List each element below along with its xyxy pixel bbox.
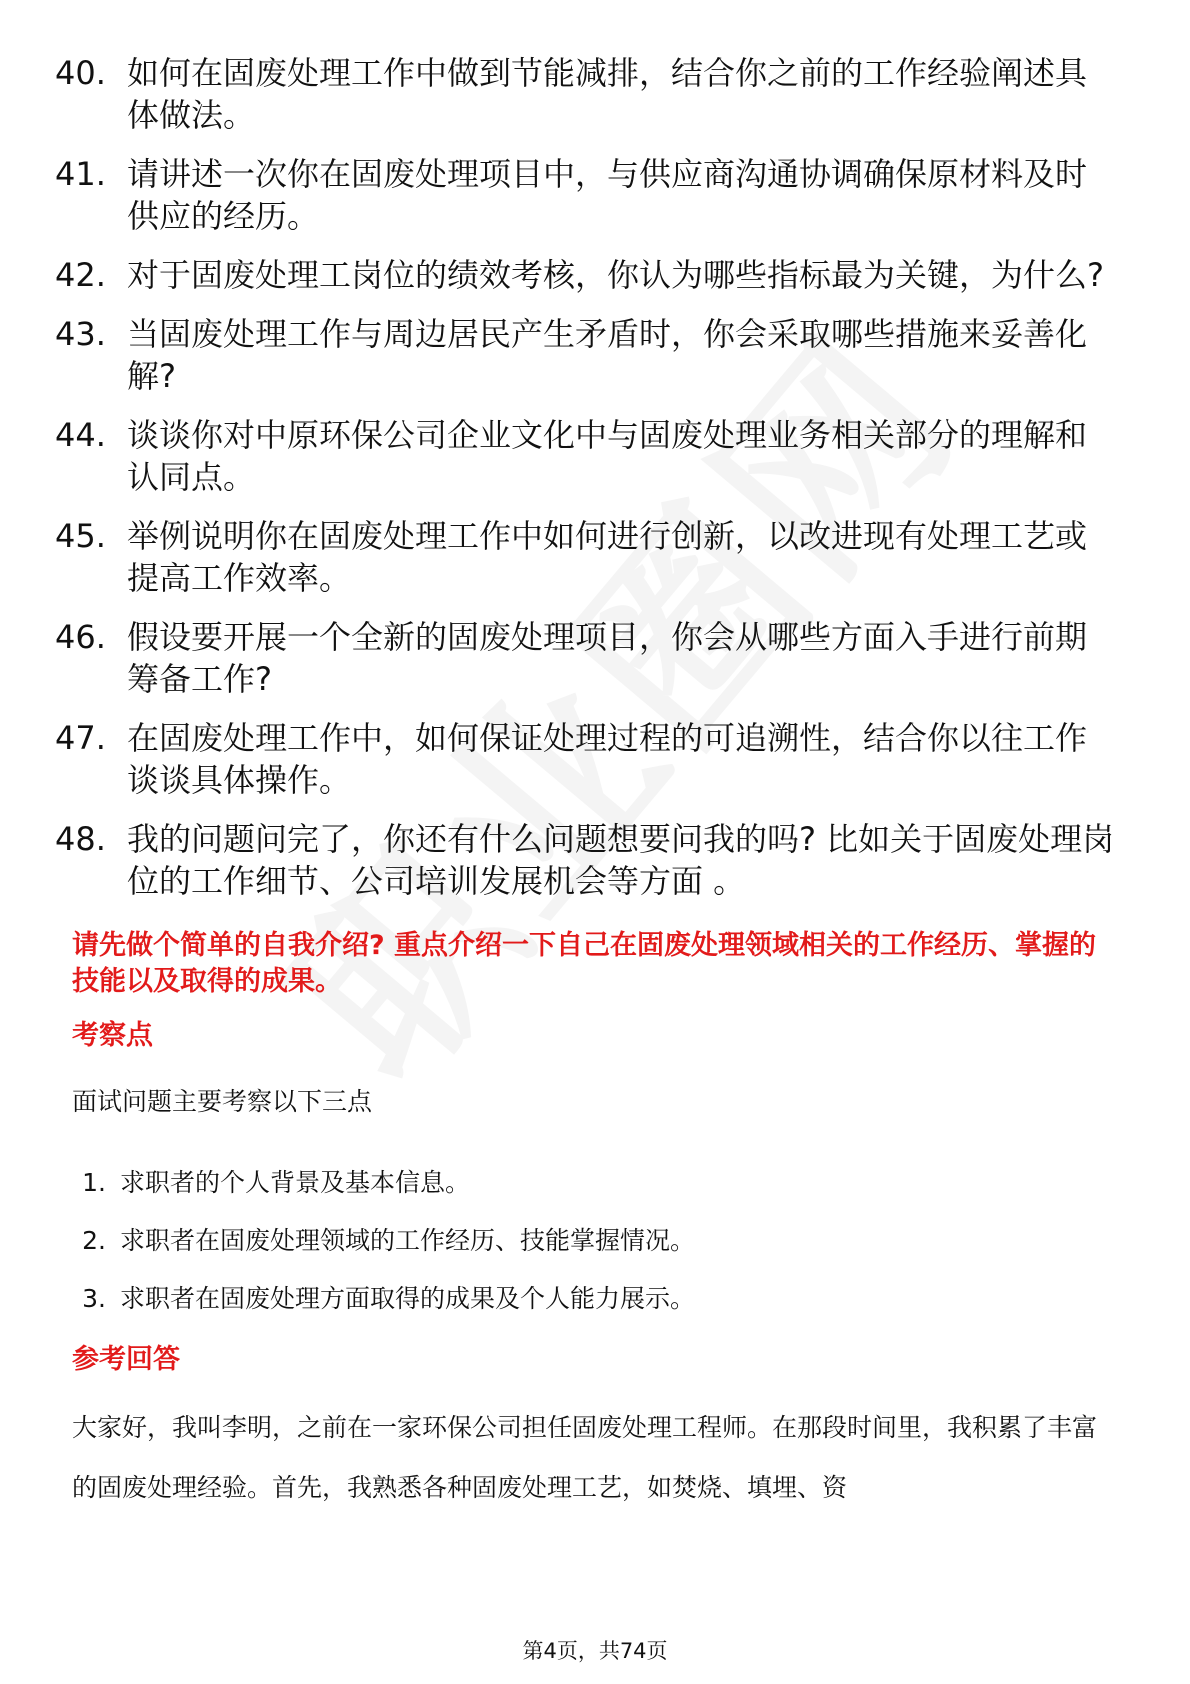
question-text: 请讲述一次你在固废处理项目中，与供应商沟通协调确保原材料及时供应的经历。 [127,155,1088,235]
list-item-text: 求职者在固废处理方面取得的成果及个人能力展示。 [120,1284,696,1313]
question-text: 当固废处理工作与周边居民产生矛盾时，你会采取哪些措施来妥善化解? [127,315,1088,395]
question-text: 对于固废处理工岗位的绩效考核，你认为哪些指标最为关键，为什么? [127,256,1104,294]
question-item [55,153,1115,237]
question-number: 45. [55,517,106,555]
kaocha-points [68,1166,1108,1340]
reference-answer: 大家好，我叫李明，之前在一家环保公司担任固废处理工程师。在那段时间里，我积累了丰富的固废处理经验。首先，我熟悉各种固废处理工艺，如焚烧、填埋、资 [72,1413,1098,1502]
question-text: 谈谈你对中原环保公司企业文化中与固废处理业务相关部分的理解和认同点。 [127,416,1088,496]
list-item [68,1282,1108,1316]
question-number: 40. [55,54,106,92]
question-number: 48. [55,820,106,858]
question-text: 假设要开展一个全新的固废处理项目，你会从哪些方面入手进行前期筹备工作? [127,618,1088,698]
question-number: 46. [55,618,106,656]
question-number: 47. [55,719,106,757]
kaocha-heading: 考察点 [72,1020,153,1051]
list-item [68,1224,1108,1258]
question-text: 我的问题问完了，你还有什么问题想要问我的吗? 比如关于固废处理岗位的工作细节、公司培训发展机会等方面 。 [127,820,1115,900]
question-text: 举例说明你在固废处理工作中如何进行创新，以改进现有处理工艺或提高工作效率。 [127,517,1088,597]
list-item-number: 2. [82,1226,106,1255]
question-item [55,254,1115,296]
page-footer: 第4页，共74页 [522,1639,668,1663]
question-list [55,52,1115,919]
list-item-text: 求职者在固废处理领域的工作经历、技能掌握情况。 [120,1226,696,1255]
question-number: 43. [55,315,106,353]
list-item-number: 1. [82,1168,106,1197]
question-item [55,717,1115,801]
reference-heading: 参考回答 [72,1344,180,1375]
question-item [55,414,1115,498]
question-number: 44. [55,416,106,454]
question-number: 41. [55,155,106,193]
question-item [55,616,1115,700]
list-item-text: 求职者的个人背景及基本信息。 [120,1168,471,1197]
question-text: 如何在固废处理工作中做到节能减排，结合你之前的工作经验阐述具体做法。 [127,54,1088,134]
question-number: 42. [55,256,106,294]
list-item [68,1166,1108,1200]
question-text: 在固废处理工作中，如何保证处理过程的可追溯性，结合你以往工作谈谈具体操作。 [127,719,1088,799]
kaocha-intro: 面试问题主要考察以下三点 [72,1087,373,1116]
question-item [55,515,1115,599]
question-item [55,818,1115,902]
question-item [55,313,1115,397]
featured-question: 请先做个简单的自我介绍? 重点介绍一下自己在固废处理领域相关的工作经历、掌握的技能以及取得的成果。 [72,930,1097,997]
list-item-number: 3. [82,1284,106,1313]
question-item [55,52,1115,136]
